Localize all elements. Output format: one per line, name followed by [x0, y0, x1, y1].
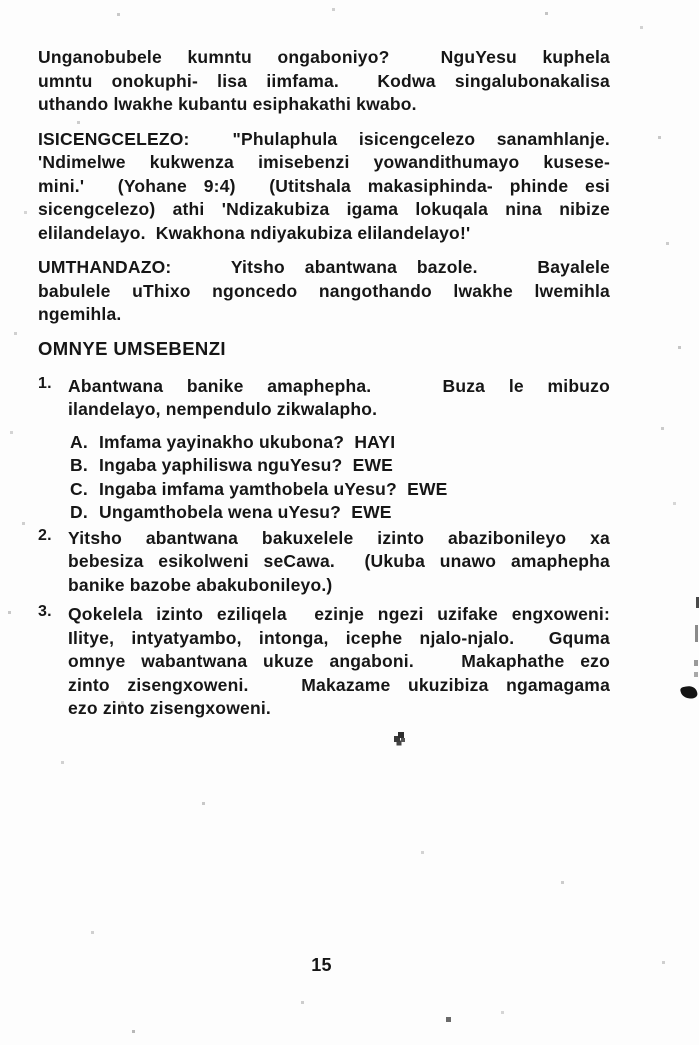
text-line: Yitsho abantwana bakuxelele izinto abazibonileyo xa: [68, 527, 610, 548]
question-list: [70, 431, 610, 525]
question-item-d: [70, 501, 610, 525]
scan-noise-specks: [0, 0, 1, 1]
activity-item-1: [38, 375, 610, 527]
text-line: Abantwana banike amaphepha. Buza le mibuzo: [68, 375, 610, 396]
scan-edge-mark: [694, 672, 698, 677]
item-text: [68, 603, 610, 721]
section-heading: OMNYE UMSEBENZI: [38, 337, 226, 359]
page-number: 15: [311, 955, 332, 975]
text-line: ezo zinto zisengxoweni.: [68, 698, 271, 718]
text-line: babulele uThixo ngoncedo nangothando lwakhe lwemihla: [38, 280, 610, 301]
text-line: bebesiza esikolweni seCawa. (Ukuba unawo amaphepha: [68, 551, 610, 571]
question-text: Ingaba imfama yamthobela uYesu? EWE: [99, 478, 448, 499]
scan-edge-mark: [695, 625, 698, 642]
scan-squiggle-mark: [395, 733, 397, 735]
text-line: UMTHANDAZO: Yitsho abantwana bazole. Bayalele: [38, 257, 610, 277]
text-line: Unganobubele kumntu ongaboniyo? NguYesu kuphela: [38, 47, 610, 67]
ink-blob-mark: [680, 684, 698, 700]
item-number: 3.: [38, 603, 52, 620]
text-line: 'Ndimelwe kukwenza imisebenzi yowandithumayo kusese-: [38, 152, 610, 172]
activity-item-2: [38, 527, 610, 598]
text-line: ISICENGCELEZO: "Phulaphula isicengcelezo sanamhlanje.: [38, 128, 610, 149]
text-line: omnye wabantwana ukuze angaboni. Makaphathe ezo: [68, 651, 610, 671]
item-body: [68, 375, 610, 527]
scan-edge-mark: [694, 660, 698, 666]
item-text: [68, 527, 610, 598]
text-line: ilandelayo, nempendulo zikwalapho.: [68, 399, 378, 419]
item-number: 1.: [38, 374, 52, 392]
text-line: sicengcelezo) athi 'Ndizakubiza igama lokuqala nina nibize: [38, 199, 610, 219]
text-line: zinto zisengxoweni. Makazame ukuzibiza ngamagama: [68, 674, 610, 695]
question-letter: C.: [70, 478, 88, 499]
question-letter: B.: [70, 455, 88, 475]
text-line: ngemihla.: [38, 304, 122, 324]
page-content: [38, 46, 610, 721]
text-line: umntu onokuphi- lisa iimfama. Kodwa singalubonakalisa: [38, 70, 610, 91]
question-item-b: [70, 454, 610, 478]
item-body: [68, 527, 610, 598]
question-text: Imfama yayinakho ukubona? HAYI: [99, 431, 396, 452]
activity-list: [38, 375, 610, 721]
text-line: uthando lwakhe kubantu esiphakathi kwabo.: [38, 94, 417, 114]
recitation-paragraph: [38, 128, 610, 246]
text-line: banike bazobe abakubonileyo.): [68, 574, 333, 595]
item-number: 2.: [38, 526, 52, 544]
text-line: Ilitye, intyatyambo, intonga, icephe njalo-njalo. Gquma: [68, 627, 610, 648]
intro-paragraph: [38, 46, 610, 117]
question-text: Ingaba yaphiliswa nguYesu? EWE: [99, 455, 394, 475]
activity-item-3: [38, 603, 610, 721]
question-item-a: [70, 431, 610, 455]
prayer-paragraph: [38, 256, 610, 327]
item-text: [68, 375, 610, 422]
question-letter: A.: [70, 431, 88, 452]
question-letter: D.: [70, 502, 88, 522]
question-text: Ungamthobela wena uYesu? EWE: [99, 502, 392, 522]
item-body: [68, 603, 610, 721]
question-item-c: [70, 478, 610, 502]
text-line: elilandelayo. Kwakhona ndiyakubiza elilandelayo!': [38, 222, 471, 243]
text-line: Qokelela izinto eziliqela ezinje ngezi uzifake engxoweni:: [68, 604, 610, 624]
text-line: mini.' (Yohane 9:4) (Utitshala makasiphinda- phinde esi: [38, 175, 610, 196]
